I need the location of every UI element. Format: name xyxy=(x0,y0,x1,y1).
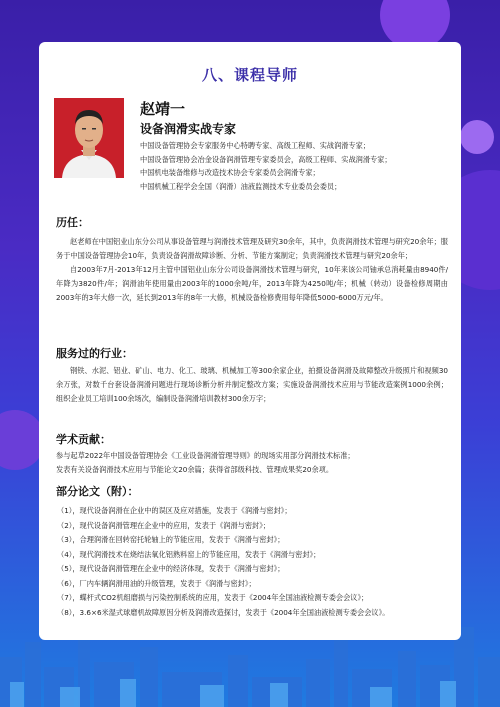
mentor-role: 设备润滑实战专家 xyxy=(140,122,237,136)
industries-paragraph: 钢铁、水泥、铝业、矿山、电力、化工、玻璃、机械加工等300余家企业，拍摄设备润滑及故障整改升级照片和视频30余万张，对数千台套设备润滑问题进行现场诊断分析并制定整改方案；实施设备润滑技术应用与节能改造案例1000余例；组织企业员工培训100余场次，编制设备润滑培训教材300余万字； xyxy=(56,366,448,403)
papers-heading: 部分论文（附）： xyxy=(56,485,139,498)
paper-item: （4），现代润滑技术在烧结法氧化铝熟料窑上的节能应用，发表于《润滑与密封》； xyxy=(57,549,321,559)
industries-heading: 服务过的行业： xyxy=(56,347,133,360)
contribution-line: 发表有关设备润滑技术应用与节能论文20余篇；获得省部级科技、管理成果奖20余项。 xyxy=(56,465,334,474)
history-text xyxy=(56,235,448,305)
intro-line: 中国设备管理协会专家服务中心特聘专家、高级工程师、实战润滑专家； xyxy=(140,141,371,150)
intro-line: 中国机电装备维修与改造技术协会专家委员会润滑专家； xyxy=(140,168,320,177)
history-paragraph: 赵老师在中国铝业山东分公司从事设备管理与润滑技术管理及研究30余年，其中，负责润滑技术管理与研究20余年；服务于中国设备管理协会10年，负责设备润滑故障诊断、分析、节能方案制定；负责润滑技术管理与研究20余年； xyxy=(56,237,448,260)
intro-line: 中国设备管理协会冶金设备润滑管理专家委员会，高级工程师、实战润滑专家； xyxy=(140,154,392,164)
history-heading: 历任： xyxy=(56,216,89,229)
paper-item: （1），现代设备润滑在企业中的误区及应对措施，发表于《润滑与密封》； xyxy=(57,506,292,515)
paper-item: （3），合理润滑在回转窑托轮轴上的节能应用，发表于《润滑与密封》； xyxy=(57,535,285,544)
history-paragraph: 自2003年7月-2013年12月主管中国铝业山东分公司设备润滑技术管理与研究，10年来该公司铀承总消耗量由8940件/年降为3820件/年；润滑油年使用量由2003年的1000余吨/年，2013年降为4250吨/年；机械（转动）设备检修周期由2003年的3年大修一次，延长到2013年的8年一大修，机械设备检修费用每年降低5000-6000万元/年。 xyxy=(56,265,448,302)
intro-line: 中国机械工程学会全国（润滑）油液监测技术专业委员会委员； xyxy=(140,181,342,191)
paper-item: （7），蝶杆式CO2机组磨损与污染控制系统的应用，发表于《2004年全国油液检测专委会会议》； xyxy=(57,593,369,602)
contributions-heading: 学术贡献： xyxy=(56,433,111,446)
decorative-circle xyxy=(460,120,494,154)
section-title: 八、课程导师 xyxy=(201,66,298,84)
contribution-line: 参与起草2022年中国设备管理协会《工业设备润滑管理导则》的现场实用部分润滑技术标准； xyxy=(56,451,355,460)
contributions-text xyxy=(56,449,448,477)
paper-item: （6），厂内车辆润滑用油的升级管理，发表于《润滑与密封》； xyxy=(57,578,256,588)
mentor-photo xyxy=(54,98,124,178)
paper-item: （5），现代设备润滑管理在企业中的经济体现，发表于《润滑与密封》； xyxy=(57,564,285,573)
industries-text xyxy=(56,364,448,406)
paper-item: （2），现代设备润滑管理在企业中的应用，发表于《润滑与密封》； xyxy=(57,520,271,530)
paper-item: （8），3.6×6米湿式球磨机故障原因分析及润滑改造探讨，发表于《2004年全国油液检测专委会会议》。 xyxy=(57,607,390,617)
mentor-name: 赵靖一 xyxy=(140,100,186,118)
content-card xyxy=(39,42,461,640)
papers-list xyxy=(57,504,449,620)
intro-list xyxy=(140,139,455,193)
